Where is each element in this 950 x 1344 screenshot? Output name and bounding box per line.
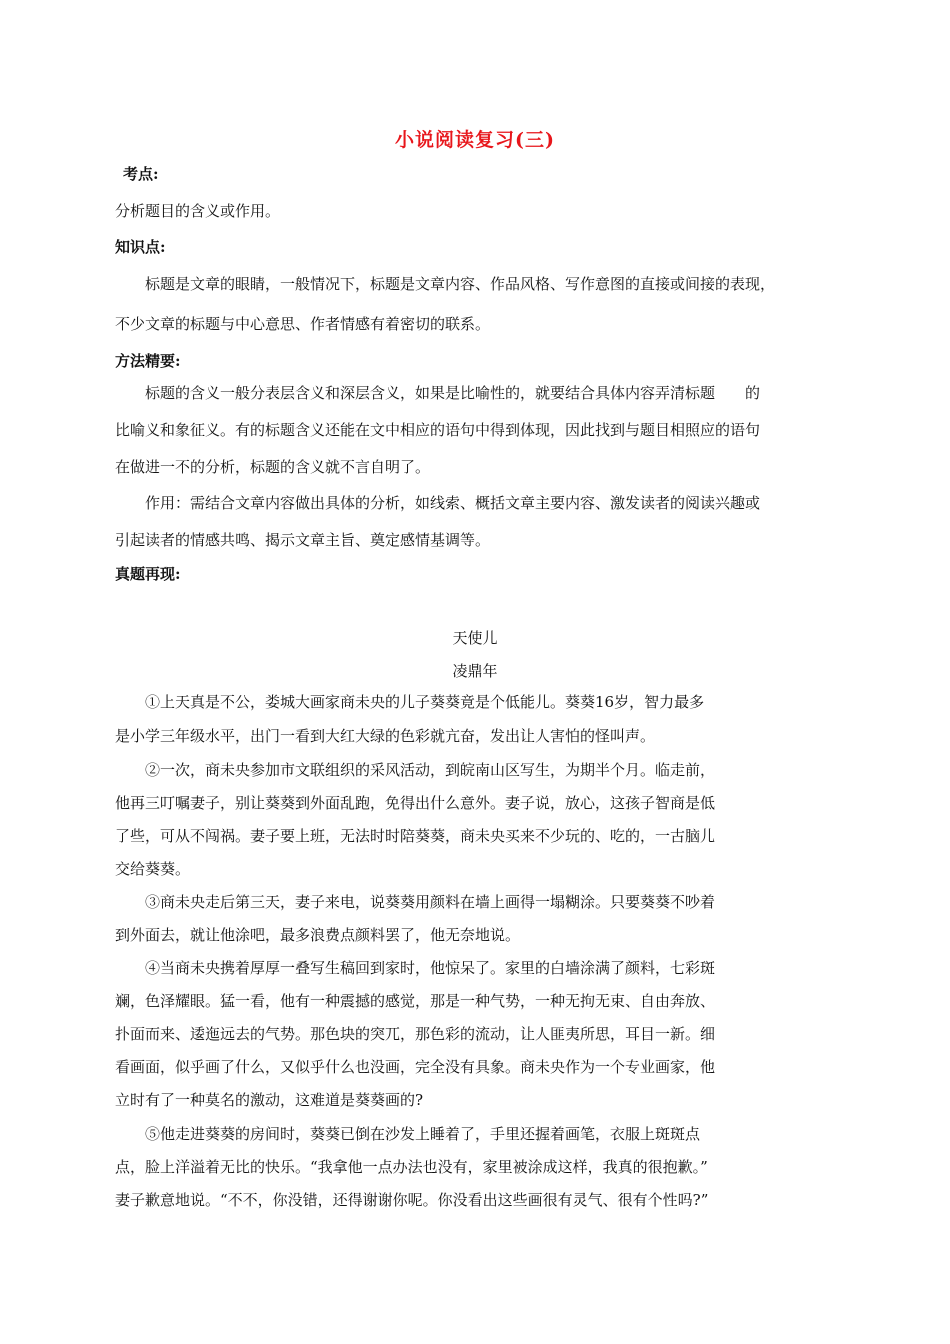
story-title: 天使儿 (452, 629, 498, 647)
document-title: 小说阅读复习(三) (395, 129, 555, 151)
story-line: 到外面去，就让他涂吧，最多浪费点颜料罢了，他无奈地说。 (115, 926, 521, 944)
story-line: 扑面而来、逶迤远去的气势。那色块的突兀，那色彩的流动，让人匪夷所思，耳目一新。细 (115, 1025, 716, 1043)
story-line: 了些，可从不闯祸。妻子要上班，无法时时陪葵葵，商未央买来不少玩的、吃的，一古脑儿 (115, 827, 716, 845)
fangfa-heading: 方法精要: (115, 352, 181, 370)
fangfa-line: 在做进一不的分析，标题的含义就不言自明了。 (115, 458, 431, 476)
zhishi-heading: 知识点: (115, 238, 166, 256)
story-line: 交给葵葵。 (115, 860, 191, 878)
story-line: ①上天真是不公，娄城大画家商未央的儿子葵葵竟是个低能儿。葵葵16岁，智力最多 (145, 693, 705, 711)
fangfa-line: 引起读者的情感共鸣、揭示文章主旨、奠定感情基调等。 (115, 531, 491, 549)
story-line: 妻子歉意地说。“不不，你没错，还得谢谢你呢。你没看出这些画很有灵气、很有个性吗?” (115, 1191, 709, 1209)
fangfa-line: 标题的含义一般分表层含义和深层含义，如果是比喻性的，就要结合具体内容弄清标题 的 (145, 384, 761, 402)
story-line: 他再三叮嘱妻子，别让葵葵到外面乱跑，免得出什么意外。妻子说，放心，这孩子智商是低 (115, 794, 716, 812)
story-line: ④当商未央携着厚厚一叠写生稿回到家时，他惊呆了。家里的白墙涂满了颜料，七彩斑 (145, 959, 716, 977)
zhishi-line: 标题是文章的眼睛，一般情况下，标题是文章内容、作品风格、写作意图的直接或间接的表现， (145, 275, 776, 293)
story-line: 是小学三年级水平，出门一看到大红大绿的色彩就亢奋，发出让人害怕的怪叫声。 (115, 727, 656, 745)
zhenti-heading: 真题再现: (115, 565, 181, 583)
story-line: ③商未央走后第三天，妻子来电，说葵葵用颜料在墙上画得一塌糊涂。只要葵葵不吵着 (145, 893, 716, 911)
story-line: 点，脸上洋溢着无比的快乐。“我拿他一点办法也没有，家里被涂成这样，我真的很抱歉。” (115, 1158, 708, 1176)
story-line: 立时有了一种莫名的激动，这难道是葵葵画的? (115, 1091, 424, 1109)
story-line: 斓，色泽耀眼。猛一看，他有一种震撼的感觉，那是一种气势，一种无拘无束、自由奔放、 (115, 992, 716, 1010)
story-line: ②一次，商未央参加市文联组织的采风活动，到皖南山区写生，为期半个月。临走前， (145, 761, 716, 779)
zhishi-line: 不少文章的标题与中心意思、作者情感有着密切的联系。 (115, 315, 491, 333)
story-line: 看画面，似乎画了什么，又似乎什么也没画，完全没有具象。商未央作为一个专业画家，他 (115, 1058, 716, 1076)
story-author: 凌鼎年 (452, 662, 498, 680)
fangfa-line: 比喻义和象征义。有的标题含义还能在文中相应的语句中得到体现，因此找到与题目相照应的语句 (115, 421, 761, 439)
kaodian-text: 分析题目的含义或作用。 (115, 202, 281, 220)
fangfa-line: 作用：需结合文章内容做出具体的分析，如线索、概括文章主要内容、激发读者的阅读兴趣或 (145, 494, 761, 512)
kaodian-heading: 考点: (123, 165, 159, 183)
story-line: ⑤他走进葵葵的房间时，葵葵已倒在沙发上睡着了，手里还握着画笔，衣服上斑斑点 (145, 1125, 701, 1143)
